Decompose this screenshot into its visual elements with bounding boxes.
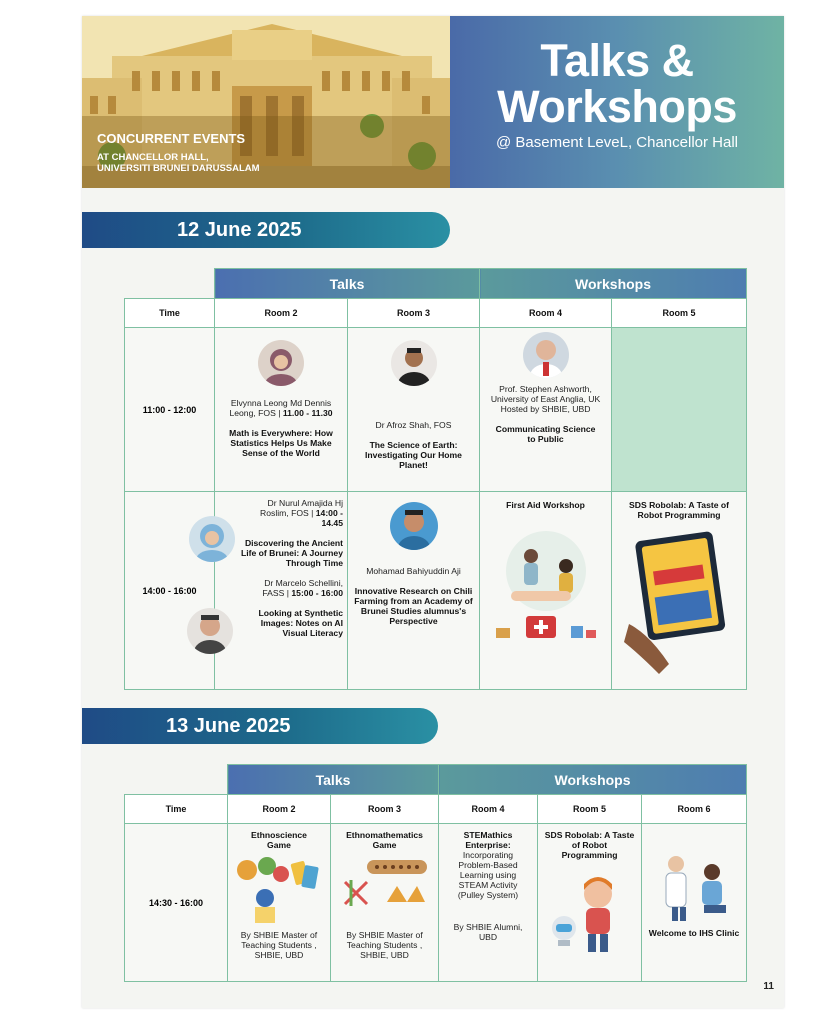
session-title: The Science of Earth: Investigating Our Home Planet! — [365, 440, 462, 470]
person-icon — [523, 332, 569, 378]
concurrent-title: CONCURRENT EVENTS — [97, 131, 246, 146]
title-line1: Talks & — [540, 35, 694, 86]
col-time: Time — [125, 299, 215, 328]
title-line2: Workshops — [497, 81, 737, 132]
col-room2: Room 2 — [228, 795, 331, 824]
col-time: Time — [125, 795, 228, 824]
clinic-illustration — [646, 848, 742, 924]
day2-talks-header: Talks — [228, 765, 439, 795]
session-room3 — [348, 492, 480, 690]
concurrent-sub2: UNIVERSITI BRUNEI DARUSSALAM — [97, 163, 260, 174]
session-title: Welcome to IHS Clinic — [648, 928, 740, 938]
blank-corner — [125, 765, 228, 795]
blank-corner — [125, 269, 215, 299]
col-room4: Room 4 — [439, 795, 538, 824]
slot-time: 14:30 - 16:00 — [125, 824, 228, 982]
person-icon — [189, 516, 235, 562]
day1-talks-header: Talks — [215, 269, 480, 299]
session-title: SDS Robolab: A Taste of Robot Programming — [629, 500, 729, 520]
col-room5: Room 5 — [612, 299, 747, 328]
session-room3 — [331, 824, 439, 982]
session-by: By SHBIE Master of Teaching Students , SHBIE, UBD — [346, 930, 423, 960]
col-room6: Room 6 — [642, 795, 747, 824]
chancellor-hall-illustration — [82, 16, 450, 188]
person-icon — [258, 340, 304, 386]
page-number: 11 — [763, 981, 774, 992]
session-room2 — [215, 328, 348, 492]
day2-date: 13 June 2025 — [166, 715, 291, 737]
day1-date: 12 June 2025 — [177, 219, 302, 241]
session-room4 — [439, 824, 538, 982]
person-icon — [187, 608, 233, 654]
concurrent-events-label — [97, 131, 260, 174]
session-room2 — [228, 824, 331, 982]
person-icon — [390, 502, 438, 550]
day1-workshops-header: Workshops — [480, 269, 747, 299]
speaker-name: Prof. Stephen Ashworth, University of East Anglia, UK Hosted by SHBIE, UBD — [490, 384, 601, 414]
first-aid-illustration — [486, 516, 606, 656]
day2-workshops-header: Workshops — [439, 765, 747, 795]
session-by: By SHBIE Alumni, UBD — [453, 922, 523, 942]
robot-kid-illustration — [542, 864, 638, 960]
slot-time: 14:00 - 16:00 — [125, 492, 215, 690]
session-title: Discovering the Ancient Life of Brunei: A Journey Through Time — [240, 538, 343, 568]
session-by: By SHBIE Master of Teaching Students , SHBIE, UBD — [240, 930, 318, 960]
speaker-avatar — [187, 608, 233, 654]
ethnomathematics-illustration — [337, 852, 433, 928]
speaker-name: Dr Afroz Shah, FOS — [375, 420, 452, 430]
speaker-name: Dr Marcelo Schellini, FASS | — [262, 578, 343, 598]
ethnoscience-illustration — [231, 852, 327, 928]
speaker-avatar — [189, 516, 235, 562]
day1-schedule-table — [124, 268, 747, 690]
session-room4 — [480, 328, 612, 492]
col-room4: Room 4 — [480, 299, 612, 328]
title-banner — [450, 16, 784, 188]
session-title: Math is Everywhere: How Statistics Helps Us Make Sense of the World — [229, 428, 333, 458]
session-title: SDS Robolab: A Taste of Robot Programming — [544, 830, 635, 860]
session-room6 — [642, 824, 747, 982]
col-room2: Room 2 — [215, 299, 348, 328]
venue-subtitle: @ Basement LeveL, Chancellor Hall — [495, 134, 738, 151]
session-time: 15:00 - 16:00 — [291, 588, 343, 598]
session-title: Ethnomathematics Game — [346, 830, 423, 850]
brochure-page — [82, 16, 784, 1008]
speaker-avatar — [258, 340, 304, 386]
day1-date-bar — [82, 212, 450, 248]
session-description: Incorporating Problem-Based Learning using STEAM Activity (Pulley System) — [457, 850, 519, 900]
col-room5: Room 5 — [538, 795, 642, 824]
slot-time: 11:00 - 12:00 — [125, 328, 215, 492]
session-room3 — [348, 328, 480, 492]
session-title: Looking at Synthetic Images: Notes on AI Visual Literacy — [258, 608, 343, 638]
session-title: STEMathics Enterprise: — [463, 830, 513, 850]
speaker-avatar — [390, 502, 438, 550]
session-room4 — [480, 492, 612, 690]
speaker-name: Elvynna Leong Md Dennis Leong, FOS | — [229, 398, 332, 418]
session-title: First Aid Workshop — [506, 500, 585, 510]
col-room3: Room 3 — [348, 299, 480, 328]
speaker-name: Dr Nurul Amajida Hj Roslim, FOS | — [260, 498, 343, 518]
day2-schedule-table — [124, 764, 747, 982]
concurrent-sub1: AT CHANCELLOR HALL, — [97, 152, 209, 163]
session-room5 — [538, 824, 642, 982]
speaker-avatar — [391, 340, 437, 386]
page-title — [450, 35, 784, 132]
session-room2-double — [215, 492, 348, 690]
session-time: 14:00 - 14.45 — [315, 508, 343, 528]
session-room5 — [612, 492, 747, 690]
person-icon — [391, 340, 437, 386]
session-room5-empty — [612, 328, 747, 492]
tablet-illustration — [619, 524, 739, 674]
col-room3: Room 3 — [331, 795, 439, 824]
session-time: 11.00 - 11.30 — [282, 408, 333, 418]
session-title: Communicating Science to Public — [495, 424, 596, 444]
session-title: Innovative Research on Chili Farming from an Academy of Brunei Studies alumnus's Perspective — [354, 586, 473, 626]
speaker-name: Mohamad Bahiyuddin Aji — [366, 566, 461, 576]
day2-date-bar — [82, 708, 438, 744]
session-title: Ethnoscience Game — [251, 830, 307, 850]
speaker-avatar — [523, 332, 569, 378]
